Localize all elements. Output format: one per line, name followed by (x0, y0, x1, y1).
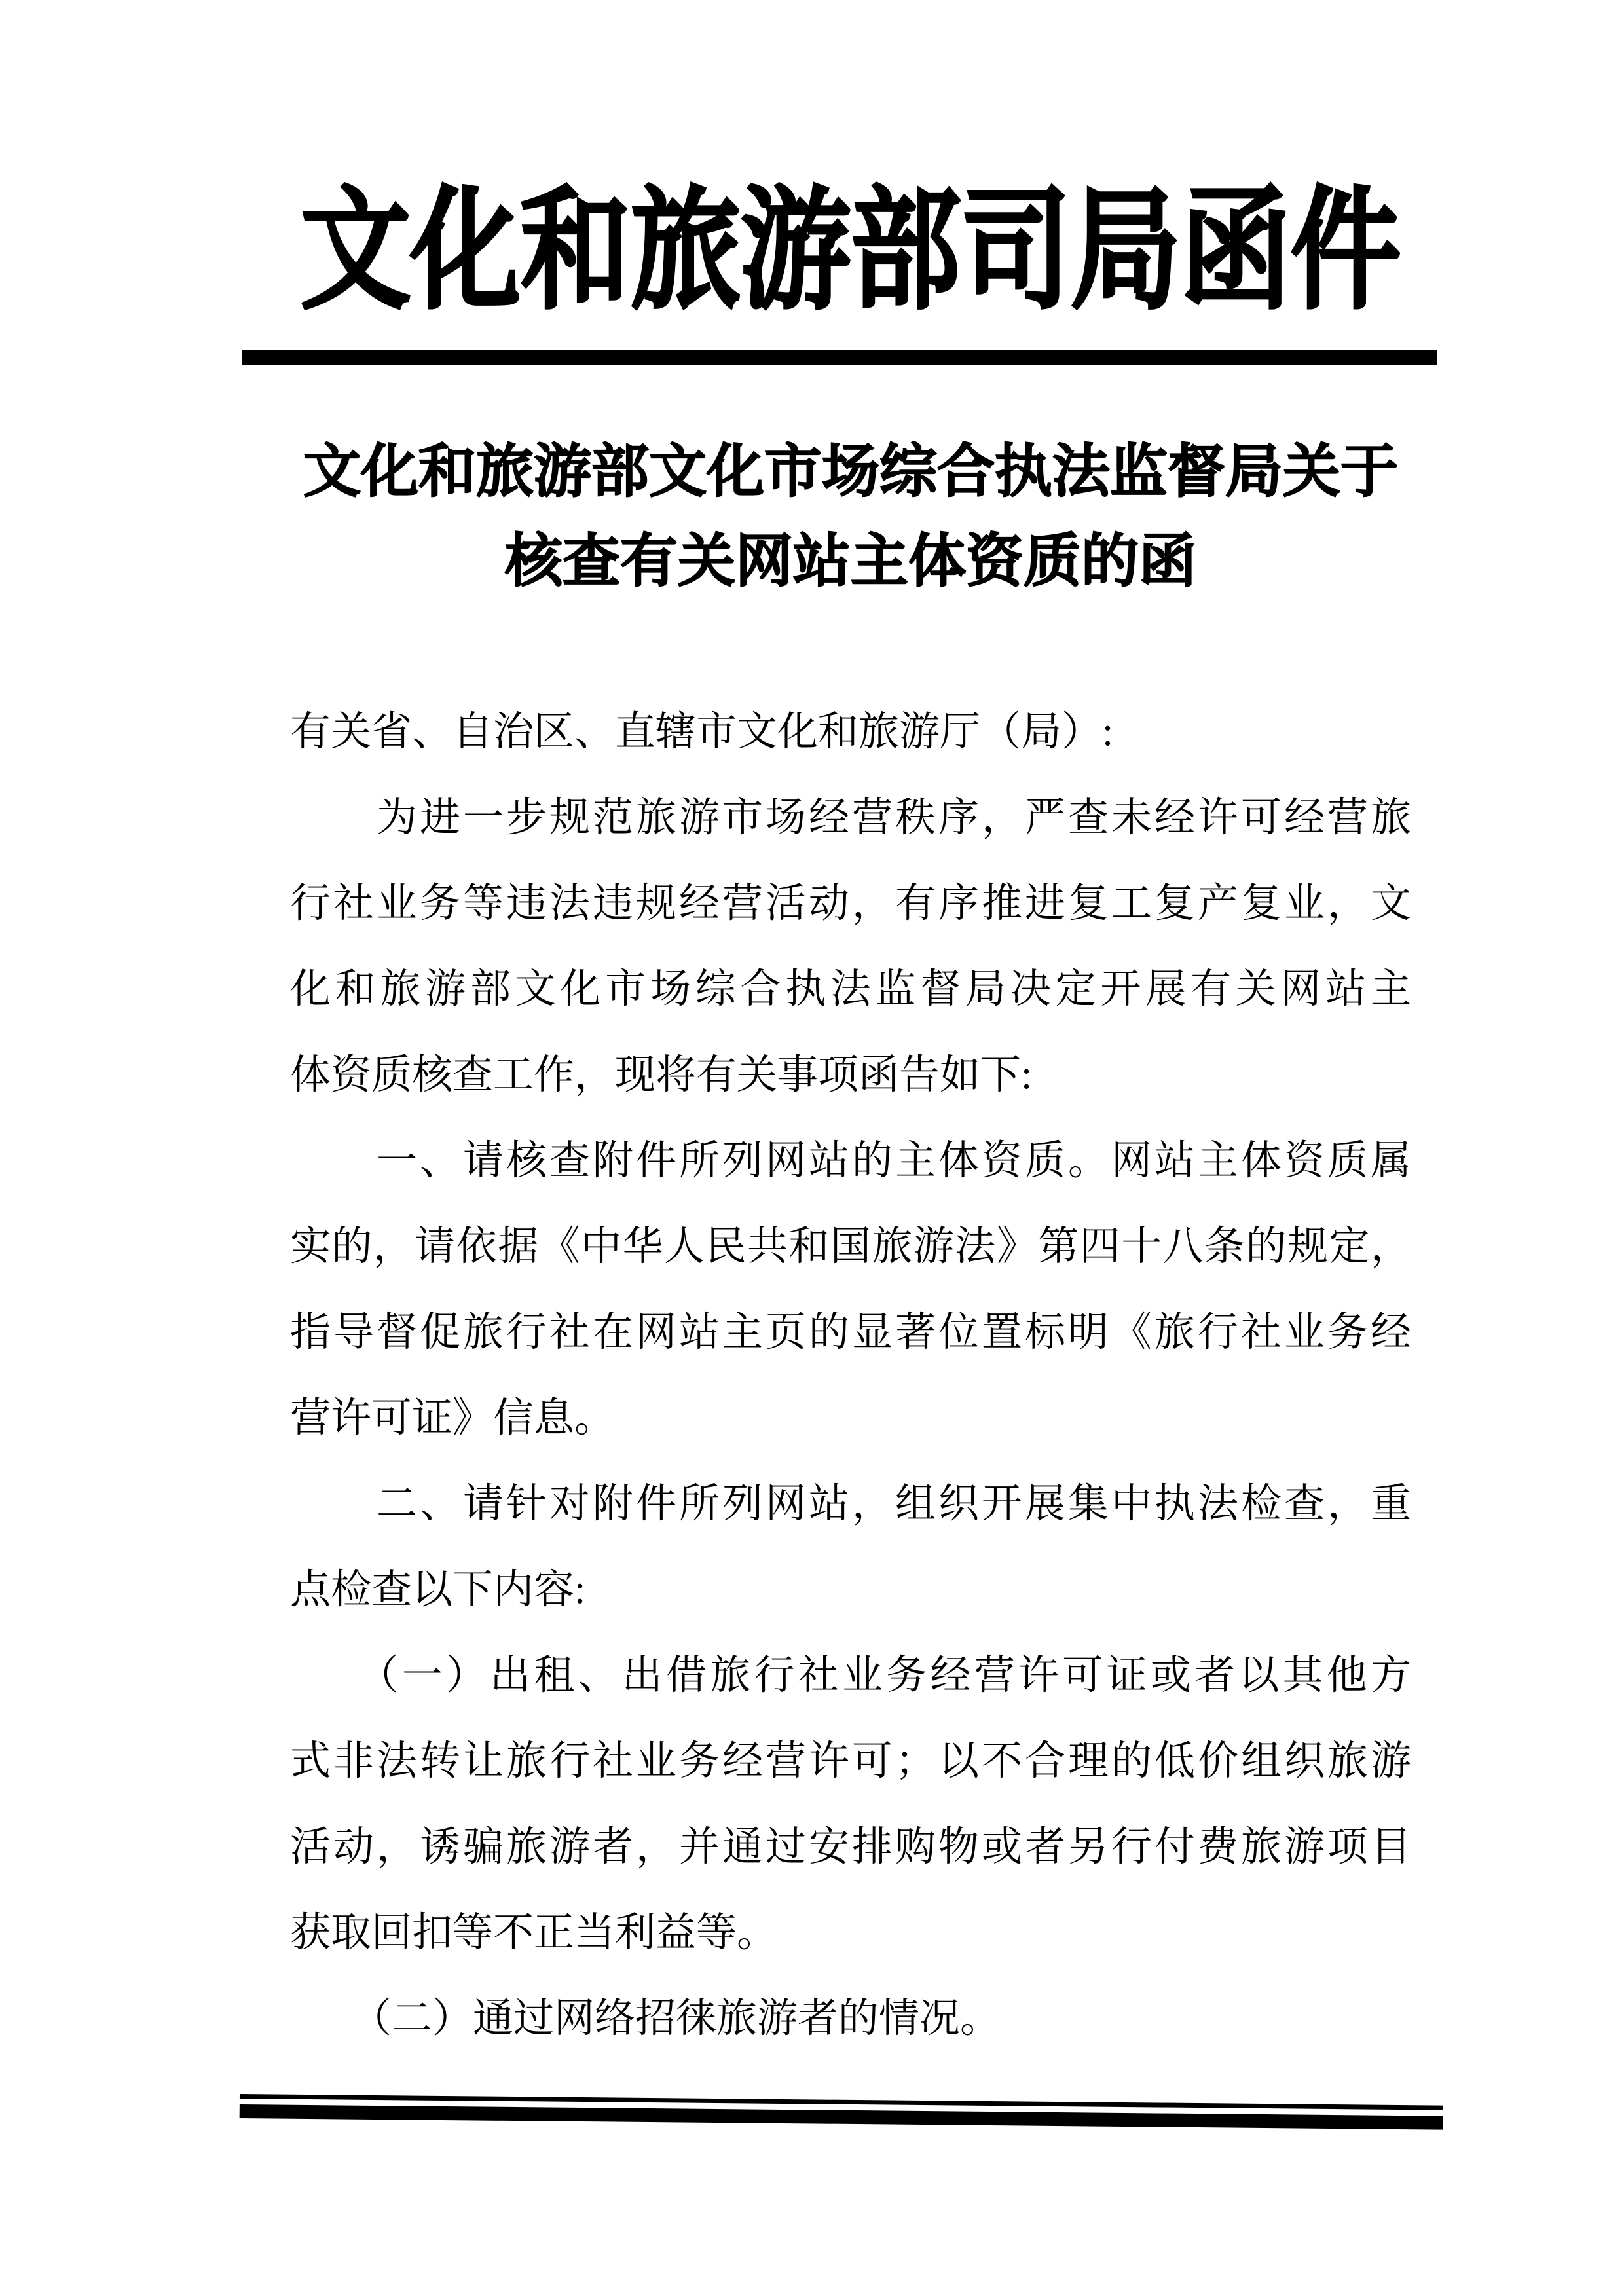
body-line-salutation: 有关省、自治区、直辖市文化和旅游厅（局）: (290, 710, 1114, 754)
footer-double-rule (240, 2094, 1443, 2130)
body-line: 活动，诱骗旅游者，并通过安排购物或者另行付费旅游项目 (290, 1825, 1411, 1869)
body-line: 行社业务等违法违规经营活动，有序推进复工复产复业，文 (290, 881, 1411, 926)
body-line: 实的，请依据《中华人民共和国旅游法》第四十八条的规定， (290, 1224, 1411, 1269)
letter-body (290, 689, 1411, 2062)
masthead-divider-rule (242, 350, 1437, 365)
body-line: （二）通过网络招徕旅游者的情况。 (290, 1996, 1001, 2041)
document-title-line-2: 核查有关网站主体资质的函 (504, 530, 1196, 594)
body-line: 为进一步规范旅游市场经营秩序，严查未经许可经营旅 (290, 796, 1411, 840)
body-line: 指导督促旅行社在网站主页的显著位置标明《旅行社业务经 (290, 1310, 1411, 1355)
document-masthead: 文化和旅游部司局函件 (301, 179, 1401, 325)
body-line: 营许可证》信息。 (290, 1396, 616, 1441)
document-title (290, 428, 1411, 607)
document-title-line-1: 文化和旅游部文化市场综合执法监督局关于 (303, 441, 1398, 504)
body-line: 点检查以下内容: (290, 1568, 586, 1612)
body-line: 化和旅游部文化市场综合执法监督局决定开展有关网站主 (290, 967, 1411, 1012)
body-line: 一、请核查附件所列网站的主体资质。网站主体资质属 (290, 1139, 1411, 1183)
body-line: 体资质核查工作，现将有关事项函告如下: (290, 1053, 1033, 1097)
body-line: 二、请针对附件所列网站，组织开展集中执法检查，重 (290, 1482, 1411, 1526)
body-line: （一）出租、出借旅行社业务经营许可证或者以其他方 (290, 1653, 1411, 1698)
body-line: 获取回扣等不正当利益等。 (290, 1911, 778, 1955)
body-line: 式非法转让旅行社业务经营许可；以不合理的低价组织旅游 (290, 1739, 1411, 1784)
